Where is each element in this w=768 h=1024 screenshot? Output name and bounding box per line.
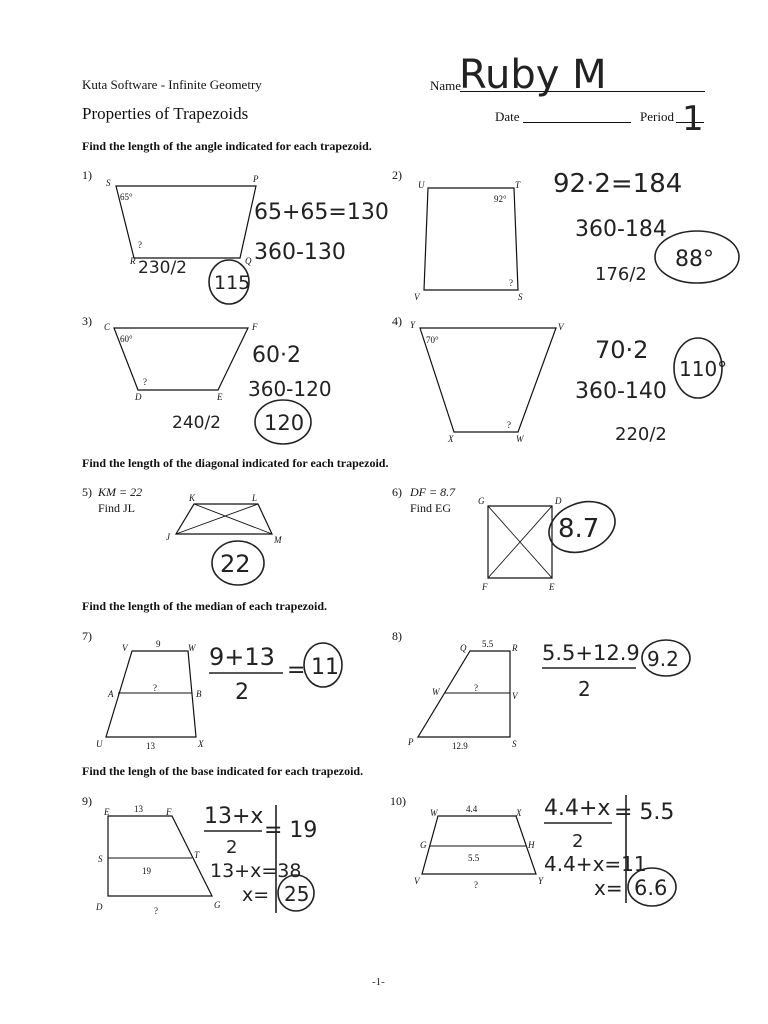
base-top-4.4: 4.4 xyxy=(466,804,478,814)
vertex-W: W xyxy=(430,808,438,818)
vertex-H: H xyxy=(528,840,535,850)
vertex-D: D xyxy=(555,496,562,506)
base-top-9: 9 xyxy=(156,639,161,649)
vertex-X: X xyxy=(198,739,204,749)
problem-5-work xyxy=(205,535,275,590)
vertex-V: V xyxy=(414,292,420,302)
vertex-L: L xyxy=(252,493,258,503)
problem-7-number: 7) xyxy=(82,629,92,643)
base-bottom-13: 13 xyxy=(146,741,155,751)
base-top-13: 13 xyxy=(134,804,143,814)
problem-5-find: Find JL xyxy=(98,501,136,515)
vertex-Q: Q xyxy=(245,256,252,266)
vertex-W: W xyxy=(432,687,440,697)
work-line-3: x= xyxy=(242,884,270,906)
work-equals-5.5: = 5.5 xyxy=(614,800,675,825)
problem-2-number: 2) xyxy=(392,168,402,182)
vertex-W: W xyxy=(188,643,196,653)
answer-5: 22 xyxy=(220,550,251,578)
work-line-2: 360-120 xyxy=(248,377,332,401)
base-bottom-12.9: 12.9 xyxy=(452,741,468,751)
period-handwriting xyxy=(676,90,716,140)
problem-6-find: Find EG xyxy=(410,501,452,515)
problem-2-work xyxy=(545,160,760,300)
work-denominator: 2 xyxy=(235,680,249,705)
vertex-E: E xyxy=(549,582,555,592)
problem-6-number: 6) xyxy=(392,485,402,499)
problem-10-figure xyxy=(406,798,556,898)
problem-5-given: KM = 22 xyxy=(98,485,143,499)
worksheet-title: Properties of Trapezoids xyxy=(82,104,249,123)
trapezoid-10 xyxy=(422,816,536,874)
period-label: Period xyxy=(640,109,674,124)
problem-8-number: 8) xyxy=(392,629,402,643)
date-label: Date xyxy=(495,109,520,124)
work-numerator: 9+13 xyxy=(209,643,275,671)
vertex-A: A xyxy=(108,689,114,699)
section-base-instructions: Find the lengh of the base indicated for each trapezoid. xyxy=(82,764,364,778)
answer-10: 6.6 xyxy=(634,876,668,900)
angle-unknown: ? xyxy=(143,377,147,387)
work-denominator: 2 xyxy=(578,677,591,701)
base-top-5.5: 5.5 xyxy=(482,639,494,649)
work-numerator: 5.5+12.9 xyxy=(542,641,640,665)
name-signature xyxy=(455,30,625,100)
angle-60: 60° xyxy=(120,334,133,344)
vertex-J: J xyxy=(166,532,170,542)
work-line-3: 230/2 xyxy=(138,258,187,278)
problem-3-number: 3) xyxy=(82,314,92,328)
problem-6-work xyxy=(540,495,625,565)
vertex-Y: Y xyxy=(410,320,416,330)
vertex-G: G xyxy=(478,496,485,506)
problem-10-number: 10) xyxy=(390,794,406,808)
work-line-1: 92·2=184 xyxy=(553,169,683,199)
work-line-3: 240/2 xyxy=(172,413,221,433)
vertex-V: V xyxy=(122,643,128,653)
problem-4-figure xyxy=(406,316,576,451)
problem-7-work xyxy=(205,635,350,710)
angle-70: 70° xyxy=(426,335,439,345)
work-numerator: 4.4+x xyxy=(544,796,611,821)
angle-92: 92° xyxy=(494,194,507,204)
equals-sign: = xyxy=(287,658,306,683)
base-bottom-unknown: ? xyxy=(474,880,478,890)
vertex-G: G xyxy=(420,840,427,850)
problem-5-number: 5) xyxy=(82,485,92,499)
median-unknown: ? xyxy=(153,683,157,693)
vertex-X: X xyxy=(516,808,522,818)
section-angle-instructions: Find the length of the angle indicated for each trapezoid. xyxy=(82,139,372,153)
problem-8-figure xyxy=(404,635,534,755)
problem-6-given: DF = 8.7 xyxy=(410,485,456,499)
answer-9: 25 xyxy=(284,882,310,906)
vertex-B: B xyxy=(196,689,202,699)
vertex-R: R xyxy=(512,643,518,653)
answer-2: 88° xyxy=(675,247,714,272)
section-diagonal-instructions: Find the length of the diagonal indicated for each trapezoid. xyxy=(82,456,389,470)
problem-10-work xyxy=(540,785,720,915)
vertex-V: V xyxy=(512,691,518,701)
vertex-S: S xyxy=(512,739,517,749)
vertex-T: T xyxy=(194,850,200,860)
work-line-1: 65+65=130 xyxy=(254,200,389,225)
median-unknown: ? xyxy=(474,683,478,693)
problem-1-work xyxy=(130,185,390,310)
vertex-M: M xyxy=(274,535,282,545)
vertex-R: R xyxy=(130,256,136,266)
page-number: -1- xyxy=(372,976,385,988)
diagonal-JL xyxy=(176,504,258,534)
vertex-S: S xyxy=(518,292,523,302)
answer-8: 9.2 xyxy=(647,647,679,671)
vertex-Y: Y xyxy=(538,876,544,886)
answer-1: 115 xyxy=(214,272,251,294)
answer-7: 11 xyxy=(311,655,339,680)
problem-4-work xyxy=(565,322,765,462)
vertex-W: W xyxy=(516,434,524,444)
vertex-V: V xyxy=(414,876,420,886)
vertex-F: F xyxy=(252,322,258,332)
angle-unknown: ? xyxy=(138,240,142,250)
work-denominator: 2 xyxy=(226,837,238,858)
work-denominator: 2 xyxy=(572,831,584,852)
vertex-U: U xyxy=(418,180,425,190)
vertex-D: D xyxy=(135,392,142,402)
trapezoid-7 xyxy=(106,651,196,737)
work-numerator: 13+x xyxy=(204,804,264,829)
answer-6: 8.7 xyxy=(558,514,600,544)
work-line-2: 4.4+x=11 xyxy=(544,852,647,876)
problem-7-figure xyxy=(92,635,222,755)
trapezoid-5 xyxy=(176,504,272,534)
work-line-1: 70·2 xyxy=(595,336,649,364)
problem-2-figure xyxy=(408,172,538,307)
vertex-S: S xyxy=(106,178,111,188)
work-line-3: 176/2 xyxy=(595,264,647,285)
vertex-S: S xyxy=(98,854,103,864)
vertex-E: E xyxy=(217,392,223,402)
vertex-F: F xyxy=(166,807,172,817)
vertex-X: X xyxy=(448,434,454,444)
work-line-2: 360-140 xyxy=(575,379,667,404)
vertex-Q: Q xyxy=(460,643,467,653)
publisher-label: Kuta Software - Infinite Geometry xyxy=(82,77,262,92)
problem-8-work xyxy=(540,628,740,708)
vertex-E: E xyxy=(104,807,110,817)
problem-3-work xyxy=(160,330,350,460)
period-value: 1 xyxy=(682,99,704,139)
answer-3: 120 xyxy=(264,411,305,435)
work-line-2: 360-130 xyxy=(254,240,346,265)
name-value: Ruby M xyxy=(459,52,607,98)
answer-4: 110° xyxy=(679,357,728,381)
work-line-2: 360-184 xyxy=(575,217,667,242)
date-field-line xyxy=(523,122,631,123)
base-bottom-unknown: ? xyxy=(154,906,158,916)
angle-unknown: ? xyxy=(509,278,513,288)
vertex-K: K xyxy=(189,493,196,503)
work-line-1: 60·2 xyxy=(252,343,301,368)
problem-9-number: 9) xyxy=(82,794,92,808)
vertex-P: P xyxy=(253,174,259,184)
work-line-2: 13+x=38 xyxy=(210,860,302,882)
name-label: Name xyxy=(430,78,462,93)
problem-9-work xyxy=(200,795,350,920)
angle-65: 65° xyxy=(120,192,133,202)
work-equals-19: = 19 xyxy=(264,818,318,843)
vertex-V: V xyxy=(558,322,564,332)
problem-1-number: 1) xyxy=(82,168,92,182)
vertex-D: D xyxy=(96,902,103,912)
vertex-T: T xyxy=(515,180,521,190)
vertex-P: P xyxy=(408,737,414,747)
angle-unknown: ? xyxy=(507,420,511,430)
problem-4-number: 4) xyxy=(392,314,402,328)
work-line-3: 220/2 xyxy=(615,424,667,445)
median-5.5: 5.5 xyxy=(468,853,480,863)
vertex-G: G xyxy=(214,900,221,910)
trapezoid-4 xyxy=(420,328,556,432)
median-19: 19 xyxy=(142,866,151,876)
vertex-F: F xyxy=(482,582,488,592)
work-line-3: x= xyxy=(594,876,623,900)
section-median-instructions: Find the length of the median of each trapezoid. xyxy=(82,599,327,613)
vertex-C: C xyxy=(104,322,111,332)
vertex-U: U xyxy=(96,739,103,749)
